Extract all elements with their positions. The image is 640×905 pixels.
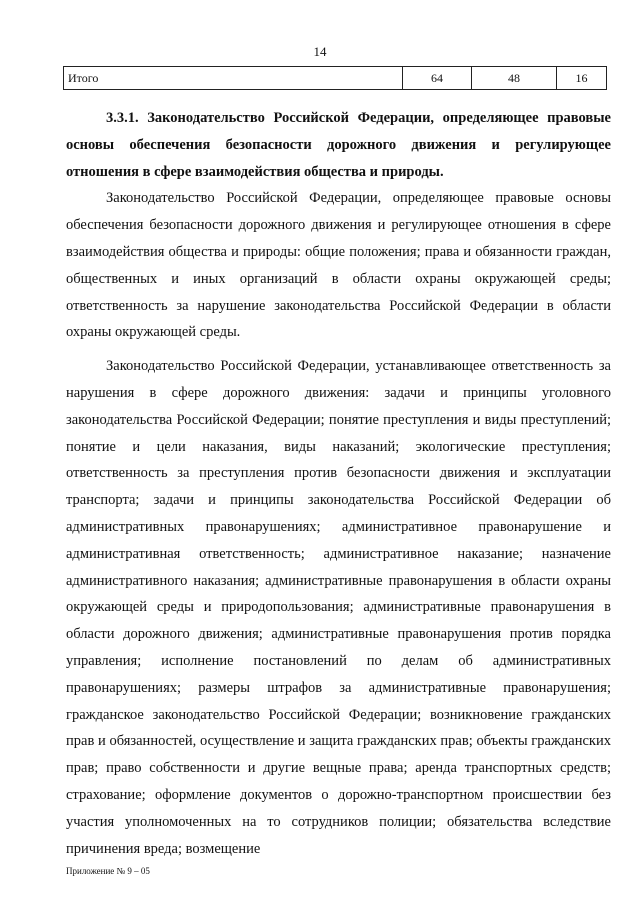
document-body xyxy=(66,105,611,862)
section-heading: 3.3.1. Законодательство Российской Федерации, определяющее правовые основы обеспечения безопасности дорожного движения и регулирующее отношения в сфере взаимодействия общества и природы. xyxy=(66,110,611,180)
paragraph: Законодательство Российской Федерации, устанавливающее ответственность за нарушения в сфере дорожного движения: задачи и принципы уголовного законодательства Российской Федерации; понятие преступления и виды преступлений; понятие и цели наказания, виды наказаний; экологические преступления; ответственность за преступления против безопасности движения и эксплуатации транспорта; задачи и принципы законодательства Российской Федерации об административных правонарушениях; административное правонарушение и административная ответственность; административное наказание; назначение административного наказания; административные правонарушения в области охраны окружающей среды и природопользования; административные правонарушения в области дорожного движения; административные правонарушения против порядка управления; исполнение постановлений по делам об административных правонарушениях; размеры штрафов за административные правонарушения; гражданское законодательство Российской Федерации; возникновение гражданских прав и обязанностей, осуществление и защита гражданских прав; объекты гражданских прав; право собственности и другие вещные права; аренда транспортных средств; страхование; оформление документов о дорожно-транспортном происшествии без участия уполномоченных на то сотрудников полиции; обязательства вследствие причинения вреда; возмещение xyxy=(66,358,611,857)
footer-appendix-note: Приложение № 9 – 05 xyxy=(66,866,150,876)
totals-value-1: 64 xyxy=(403,67,472,90)
totals-value-3: 16 xyxy=(557,67,607,90)
totals-label: Итого xyxy=(64,67,403,90)
page-number: 14 xyxy=(313,44,327,59)
table-row xyxy=(64,67,607,90)
totals-table xyxy=(63,66,607,90)
paragraph: Законодательство Российской Федерации, определяющее правовые основы обеспечения безопасности дорожного движения и регулирующее отношения в сфере взаимодействия общества и природы: общие положения; права и обязанности граждан, общественных и иных организаций в области охраны окружающей среды; ответственность за нарушение законодательства Российской Федерации в области охраны окружающей среды. xyxy=(66,190,611,341)
totals-value-2: 48 xyxy=(472,67,557,90)
